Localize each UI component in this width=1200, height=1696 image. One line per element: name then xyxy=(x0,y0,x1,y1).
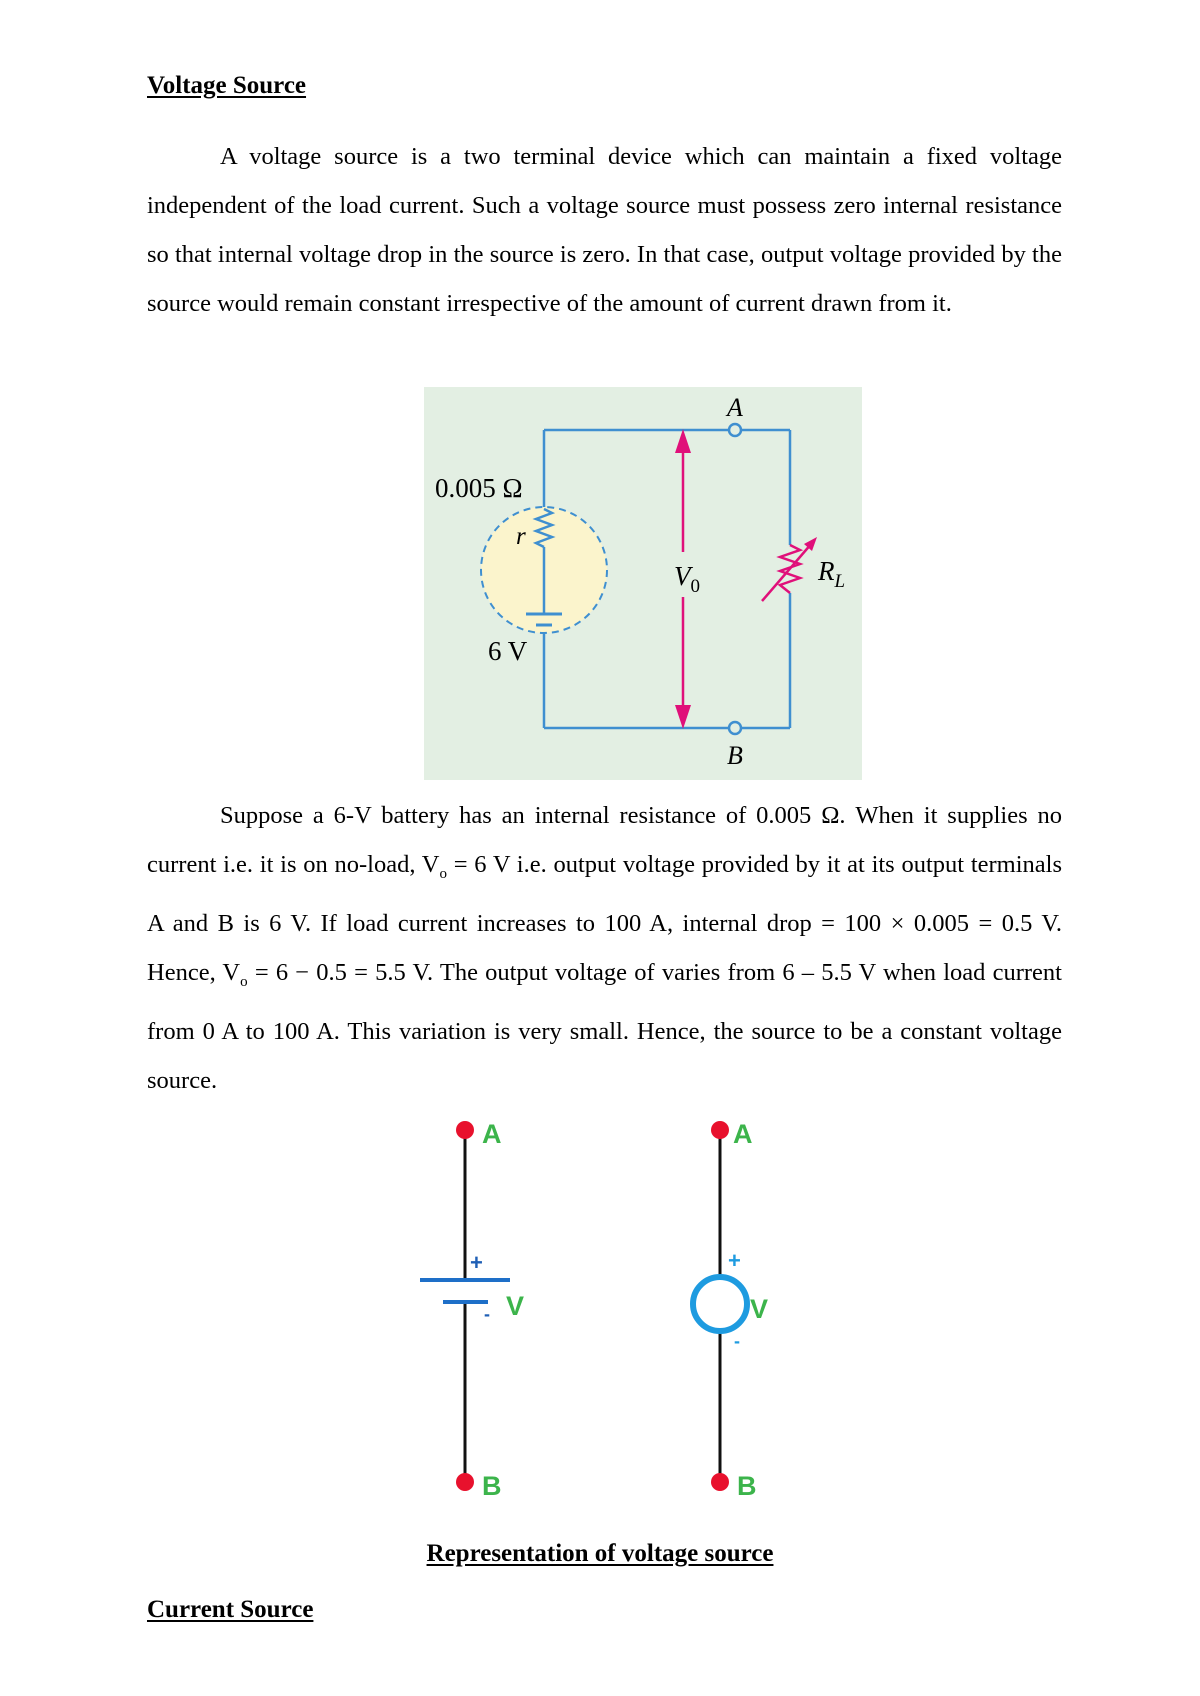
v0-label: $V_0$ xyxy=(674,561,700,597)
svg-text:+: + xyxy=(728,1248,741,1273)
paragraph-voltage-source-definition xyxy=(147,132,1062,328)
rl-label: $R_L$ xyxy=(818,556,846,592)
svg-text:B: B xyxy=(737,1471,757,1501)
section-title-current-source: Current Source xyxy=(147,1596,314,1623)
svg-text:A: A xyxy=(733,1119,753,1149)
figure-caption: Representation of voltage source xyxy=(426,1540,774,1567)
internal-resistance-label: r xyxy=(516,523,526,550)
svg-text:V: V xyxy=(506,1291,525,1321)
svg-text:B: B xyxy=(482,1471,502,1501)
voltage-source-circle-symbol xyxy=(693,1119,768,1501)
battery-symbol xyxy=(420,1119,524,1501)
voltage-source-symbols xyxy=(400,1110,800,1520)
label-b: B xyxy=(727,741,743,770)
section-title-voltage-source: Voltage Source xyxy=(147,72,307,99)
svg-text:+: + xyxy=(470,1250,483,1275)
paragraph-rest: fixed voltage independent of the load current. Such a voltage source must possess zero internal resistance so that internal voltage drop in the source is zero. In that case, output voltage provided by the source would remain constant irrespective of the amount of current drawn from it. xyxy=(147,143,1062,317)
terminal-b xyxy=(729,722,741,734)
voltage-source-circuit-diagram xyxy=(424,387,862,780)
terminal-a xyxy=(729,424,741,436)
svg-text:-: - xyxy=(484,1304,490,1324)
paragraph-first-line: A voltage source is a two terminal device which can maintain a xyxy=(220,143,914,170)
svg-text:A: A xyxy=(482,1119,502,1149)
svg-text:-: - xyxy=(734,1331,740,1351)
terminal-b-dot xyxy=(456,1473,474,1491)
label-a: A xyxy=(727,393,743,422)
paragraph-battery-example: Suppose a 6-V battery has an internal resistance of 0.005 Ω. When it supplies no current i.e. it is on no-load, $V_o = 6$ V i.e. output voltage provided by it at its output terminals A and B is 6 V. If load current increases to 100 A, internal drop = 100 × 0.005 = 0.5 V. Hence, $V_o = 6 - 0.5 = 5.5$ V. The output voltage of varies from 6 – 5.5 V when load current from 0 A to 100 A. This variation is very small. Hence, the source to be a constant voltage source. xyxy=(147,802,1062,1094)
terminal-a-dot xyxy=(456,1121,474,1139)
terminal-b-dot xyxy=(711,1473,729,1491)
terminal-a-dot xyxy=(711,1121,729,1139)
source-circle-icon xyxy=(693,1277,747,1331)
svg-text:V: V xyxy=(750,1294,769,1324)
internal-resistance-value: 0.005 Ω xyxy=(435,473,523,503)
battery-voltage-value: 6 V xyxy=(488,636,528,666)
